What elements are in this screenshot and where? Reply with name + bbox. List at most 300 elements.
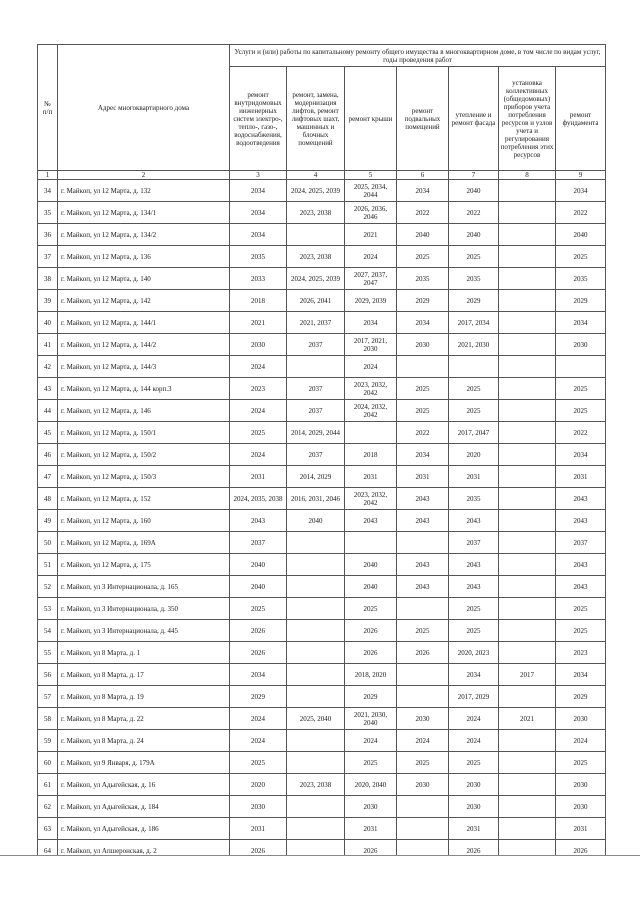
row-number-cell: 37 <box>38 246 58 268</box>
year-cell-c3: 2040 <box>230 554 287 576</box>
year-cell-c9: 2025 <box>556 598 606 620</box>
year-cell-c5: 2025 <box>345 752 397 774</box>
year-cell-c9: 2035 <box>556 268 606 290</box>
year-cell-c8 <box>499 444 556 466</box>
index-cell: 5 <box>345 171 397 180</box>
address-cell: г. Майкоп, ул Апшеронская, д. 2 <box>58 840 230 862</box>
year-cell-c5: 2025 <box>345 598 397 620</box>
row-number-cell: 57 <box>38 686 58 708</box>
address-cell: г. Майкоп, ул 12 Марта, д. 144/3 <box>58 356 230 378</box>
year-cell-c8 <box>499 312 556 334</box>
year-cell-c4 <box>287 642 345 664</box>
address-cell: г. Майкоп, ул 12 Марта, д. 150/1 <box>58 422 230 444</box>
address-cell: г. Майкоп, ул 12 Марта, д. 136 <box>58 246 230 268</box>
year-cell-c3: 2034 <box>230 224 287 246</box>
year-cell-c6: 2043 <box>397 510 449 532</box>
year-cell-c4: 2026, 2041 <box>287 290 345 312</box>
row-number-cell: 47 <box>38 466 58 488</box>
year-cell-c4: 2023, 2038 <box>287 774 345 796</box>
year-cell-c7: 2029 <box>449 290 499 312</box>
address-cell: г. Майкоп, ул 12 Марта, д. 150/3 <box>58 466 230 488</box>
year-cell-c4: 2040 <box>287 510 345 532</box>
year-cell-c5: 2017, 2021, 2030 <box>345 334 397 356</box>
year-cell-c9: 2034 <box>556 444 606 466</box>
year-cell-c9: 2043 <box>556 576 606 598</box>
year-cell-c9: 2029 <box>556 686 606 708</box>
year-cell-c3: 2040 <box>230 576 287 598</box>
year-cell-c6 <box>397 686 449 708</box>
row-number-cell: 46 <box>38 444 58 466</box>
year-cell-c9: 2043 <box>556 554 606 576</box>
year-cell-c5: 2021, 2030, 2040 <box>345 708 397 730</box>
year-cell-c4 <box>287 598 345 620</box>
year-cell-c8 <box>499 642 556 664</box>
year-cell-c5: 2021 <box>345 224 397 246</box>
header-address: Адрес многоквартирного дома <box>58 45 230 171</box>
year-cell-c4 <box>287 576 345 598</box>
address-cell: г. Майкоп, ул 8 Марта, д. 24 <box>58 730 230 752</box>
table-row <box>38 664 606 686</box>
year-cell-c8 <box>499 818 556 840</box>
address-cell: г. Майкоп, ул 12 Марта, д. 142 <box>58 290 230 312</box>
year-cell-c3: 2025 <box>230 752 287 774</box>
address-cell: г. Майкоп, ул 12 Марта, д. 169А <box>58 532 230 554</box>
year-cell-c8 <box>499 686 556 708</box>
address-cell: г. Майкоп, ул 3 Интернационала, д. 445 <box>58 620 230 642</box>
table-row <box>38 598 606 620</box>
year-cell-c7: 2024 <box>449 730 499 752</box>
row-number-cell: 35 <box>38 202 58 224</box>
table-row <box>38 400 606 422</box>
year-cell-c7: 2031 <box>449 818 499 840</box>
year-cell-c6: 2034 <box>397 444 449 466</box>
table-row <box>38 224 606 246</box>
row-number-cell: 59 <box>38 730 58 752</box>
year-cell-c7: 2031 <box>449 466 499 488</box>
row-number-cell: 39 <box>38 290 58 312</box>
year-cell-c8 <box>499 378 556 400</box>
year-cell-c9: 2043 <box>556 488 606 510</box>
year-cell-c4 <box>287 730 345 752</box>
year-cell-c9: 2023 <box>556 642 606 664</box>
year-cell-c3: 2025 <box>230 598 287 620</box>
header-col4: ремонт, замена, модернизация лифтов, ремонт лифтовых шахт, машинных и блочных помещений <box>287 67 345 171</box>
year-cell-c3: 2033 <box>230 268 287 290</box>
year-cell-c8 <box>499 290 556 312</box>
table-row <box>38 510 606 532</box>
address-cell: г. Майкоп, ул 12 Марта, д. 150/2 <box>58 444 230 466</box>
row-number-cell: 56 <box>38 664 58 686</box>
year-cell-c5: 2024 <box>345 356 397 378</box>
year-cell-c4: 2037 <box>287 378 345 400</box>
year-cell-c3: 2023 <box>230 378 287 400</box>
year-cell-c5: 2034 <box>345 312 397 334</box>
row-number-cell: 61 <box>38 774 58 796</box>
year-cell-c6: 2030 <box>397 774 449 796</box>
table-row <box>38 180 606 202</box>
year-cell-c7: 2022 <box>449 202 499 224</box>
year-cell-c8 <box>499 334 556 356</box>
table-row <box>38 576 606 598</box>
year-cell-c9: 2043 <box>556 510 606 532</box>
row-number-cell: 43 <box>38 378 58 400</box>
year-cell-c8 <box>499 532 556 554</box>
address-cell: г. Майкоп, ул 12 Марта, д. 144/1 <box>58 312 230 334</box>
year-cell-c9: 2025 <box>556 620 606 642</box>
year-cell-c4 <box>287 532 345 554</box>
year-cell-c5: 2026 <box>345 620 397 642</box>
address-cell: г. Майкоп, ул 8 Марта, д. 1 <box>58 642 230 664</box>
year-cell-c6 <box>397 532 449 554</box>
year-cell-c3: 2024 <box>230 400 287 422</box>
year-cell-c8 <box>499 202 556 224</box>
table-row <box>38 246 606 268</box>
index-cell: 4 <box>287 171 345 180</box>
year-cell-c8 <box>499 422 556 444</box>
year-cell-c6: 2024 <box>397 730 449 752</box>
year-cell-c8 <box>499 180 556 202</box>
address-cell: г. Майкоп, ул 12 Марта, д. 144/2 <box>58 334 230 356</box>
year-cell-c9: 2030 <box>556 334 606 356</box>
year-cell-c6: 2031 <box>397 466 449 488</box>
table-row <box>38 708 606 730</box>
table-row <box>38 356 606 378</box>
row-number-cell: 40 <box>38 312 58 334</box>
year-cell-c5: 2029 <box>345 686 397 708</box>
year-cell-c6: 2030 <box>397 334 449 356</box>
year-cell-c6 <box>397 818 449 840</box>
table-row <box>38 554 606 576</box>
year-cell-c7 <box>449 356 499 378</box>
year-cell-c6: 2026 <box>397 642 449 664</box>
year-cell-c3: 2037 <box>230 532 287 554</box>
year-cell-c4 <box>287 224 345 246</box>
year-cell-c9: 2025 <box>556 400 606 422</box>
year-cell-c5: 2020, 2040 <box>345 774 397 796</box>
year-cell-c3: 2024 <box>230 444 287 466</box>
year-cell-c5: 2040 <box>345 554 397 576</box>
year-cell-c8: 2017 <box>499 664 556 686</box>
row-number-cell: 45 <box>38 422 58 444</box>
year-cell-c9: 2025 <box>556 752 606 774</box>
year-cell-c3: 2021 <box>230 312 287 334</box>
year-cell-c5: 2024, 2032, 2042 <box>345 400 397 422</box>
row-number-cell: 44 <box>38 400 58 422</box>
year-cell-c8 <box>499 510 556 532</box>
table-row <box>38 532 606 554</box>
row-number-cell: 38 <box>38 268 58 290</box>
year-cell-c6 <box>397 356 449 378</box>
header-number: № п/п <box>38 45 58 171</box>
year-cell-c7: 2020, 2023 <box>449 642 499 664</box>
year-cell-c6: 2022 <box>397 422 449 444</box>
year-cell-c7: 2043 <box>449 510 499 532</box>
year-cell-c3: 2024 <box>230 356 287 378</box>
year-cell-c8 <box>499 466 556 488</box>
year-cell-c5: 2024 <box>345 246 397 268</box>
table-row <box>38 268 606 290</box>
row-number-cell: 58 <box>38 708 58 730</box>
year-cell-c4 <box>287 686 345 708</box>
year-cell-c6: 2025 <box>397 620 449 642</box>
row-number-cell: 48 <box>38 488 58 510</box>
index-cell: 3 <box>230 171 287 180</box>
address-cell: г. Майкоп, ул 9 Января, д. 179А <box>58 752 230 774</box>
year-cell-c8 <box>499 598 556 620</box>
table-row <box>38 488 606 510</box>
address-cell: г. Майкоп, ул 8 Марта, д. 22 <box>58 708 230 730</box>
year-cell-c9: 2031 <box>556 466 606 488</box>
table-row <box>38 444 606 466</box>
header-col7: утепление и ремонт фасада <box>449 67 499 171</box>
year-cell-c4: 2037 <box>287 444 345 466</box>
year-cell-c5: 2026 <box>345 642 397 664</box>
year-cell-c9 <box>556 356 606 378</box>
index-cell: 2 <box>58 171 230 180</box>
year-cell-c7: 2035 <box>449 488 499 510</box>
table-row <box>38 334 606 356</box>
year-cell-c4 <box>287 620 345 642</box>
year-cell-c4: 2023, 2038 <box>287 246 345 268</box>
year-cell-c7: 2017, 2029 <box>449 686 499 708</box>
year-cell-c3: 2030 <box>230 334 287 356</box>
year-cell-c9: 2025 <box>556 246 606 268</box>
year-cell-c6 <box>397 796 449 818</box>
address-cell: г. Майкоп, ул 3 Интернационала, д. 165 <box>58 576 230 598</box>
year-cell-c5: 2018, 2020 <box>345 664 397 686</box>
address-cell: г. Майкоп, ул Адыгейская, д. 186 <box>58 818 230 840</box>
year-cell-c8 <box>499 356 556 378</box>
year-cell-c4: 2021, 2037 <box>287 312 345 334</box>
year-cell-c4: 2037 <box>287 400 345 422</box>
table-row <box>38 752 606 774</box>
year-cell-c6 <box>397 664 449 686</box>
year-cell-c5: 2040 <box>345 576 397 598</box>
header-col8: установка коллективных (общедомовых) приборов учета потребления ресурсов и узлов учета и регулирования потребления этих ресурсов <box>499 67 556 171</box>
year-cell-c3: 2031 <box>230 818 287 840</box>
table-row <box>38 290 606 312</box>
index-cell: 7 <box>449 171 499 180</box>
year-cell-c7: 2026 <box>449 840 499 862</box>
header-col5: ремонт крыши <box>345 67 397 171</box>
year-cell-c3: 2024 <box>230 708 287 730</box>
header-col6: ремонт подвальных помещений <box>397 67 449 171</box>
year-cell-c9: 2034 <box>556 180 606 202</box>
year-cell-c5: 2027, 2037, 2047 <box>345 268 397 290</box>
address-cell: г. Майкоп, ул Адыгейская, д. 184 <box>58 796 230 818</box>
address-cell: г. Майкоп, ул 12 Марта, д. 146 <box>58 400 230 422</box>
year-cell-c8: 2021 <box>499 708 556 730</box>
row-number-cell: 55 <box>38 642 58 664</box>
address-cell: г. Майкоп, ул 12 Марта, д. 132 <box>58 180 230 202</box>
year-cell-c4: 2016, 2031, 2046 <box>287 488 345 510</box>
row-number-cell: 52 <box>38 576 58 598</box>
year-cell-c3: 2034 <box>230 202 287 224</box>
year-cell-c9: 2022 <box>556 422 606 444</box>
year-cell-c5: 2030 <box>345 796 397 818</box>
year-cell-c7: 2017, 2047 <box>449 422 499 444</box>
year-cell-c7: 2037 <box>449 532 499 554</box>
year-cell-c3: 2029 <box>230 686 287 708</box>
row-number-cell: 60 <box>38 752 58 774</box>
year-cell-c5: 2031 <box>345 818 397 840</box>
index-cell: 1 <box>38 171 58 180</box>
page-bottom-blank <box>0 856 640 905</box>
year-cell-c8 <box>499 488 556 510</box>
year-cell-c3: 2035 <box>230 246 287 268</box>
year-cell-c8 <box>499 554 556 576</box>
year-cell-c7: 2025 <box>449 378 499 400</box>
year-cell-c9: 2026 <box>556 840 606 862</box>
year-cell-c7: 2040 <box>449 180 499 202</box>
year-cell-c4: 2023, 2038 <box>287 202 345 224</box>
year-cell-c6: 2043 <box>397 488 449 510</box>
year-cell-c7: 2035 <box>449 268 499 290</box>
year-cell-c8 <box>499 400 556 422</box>
address-cell: г. Майкоп, ул 8 Марта, д. 17 <box>58 664 230 686</box>
year-cell-c7: 2025 <box>449 620 499 642</box>
year-cell-c6: 2034 <box>397 180 449 202</box>
table-row <box>38 796 606 818</box>
year-cell-c4: 2037 <box>287 334 345 356</box>
year-cell-c3: 2030 <box>230 796 287 818</box>
year-cell-c6: 2040 <box>397 224 449 246</box>
year-cell-c6: 2025 <box>397 752 449 774</box>
year-cell-c7: 2030 <box>449 796 499 818</box>
year-cell-c4 <box>287 818 345 840</box>
year-cell-c9: 2024 <box>556 730 606 752</box>
year-cell-c5: 2018 <box>345 444 397 466</box>
address-cell: г. Майкоп, ул 12 Марта, д. 140 <box>58 268 230 290</box>
year-cell-c4 <box>287 356 345 378</box>
year-cell-c3: 2034 <box>230 664 287 686</box>
year-cell-c7: 2021, 2030 <box>449 334 499 356</box>
table-row <box>38 620 606 642</box>
year-cell-c7: 2020 <box>449 444 499 466</box>
row-number-cell: 36 <box>38 224 58 246</box>
year-cell-c6: 2043 <box>397 576 449 598</box>
row-number-cell: 62 <box>38 796 58 818</box>
row-number-cell: 49 <box>38 510 58 532</box>
year-cell-c4: 2025, 2040 <box>287 708 345 730</box>
year-cell-c9: 2030 <box>556 796 606 818</box>
year-cell-c8 <box>499 620 556 642</box>
header-col3: ремонт внутридомовых инженерных систем электро-, тепло-, газо-, водоснабжения, водоотведения <box>230 67 287 171</box>
year-cell-c9: 2034 <box>556 312 606 334</box>
year-cell-c3: 2026 <box>230 620 287 642</box>
table-row <box>38 422 606 444</box>
year-cell-c8 <box>499 268 556 290</box>
year-cell-c5: 2026 <box>345 840 397 862</box>
year-cell-c8 <box>499 224 556 246</box>
table-row <box>38 642 606 664</box>
address-cell: г. Майкоп, ул Адыгейская, д. 16 <box>58 774 230 796</box>
address-cell: г. Майкоп, ул 12 Марта, д. 152 <box>58 488 230 510</box>
year-cell-c7: 2024 <box>449 708 499 730</box>
year-cell-c7: 2017, 2034 <box>449 312 499 334</box>
year-cell-c9: 2031 <box>556 818 606 840</box>
row-number-cell: 50 <box>38 532 58 554</box>
row-number-cell: 63 <box>38 818 58 840</box>
year-cell-c7: 2025 <box>449 752 499 774</box>
year-cell-c3: 2026 <box>230 642 287 664</box>
year-cell-c3: 2026 <box>230 840 287 862</box>
year-cell-c9: 2040 <box>556 224 606 246</box>
year-cell-c4: 2024, 2025, 2039 <box>287 268 345 290</box>
year-cell-c9: 2034 <box>556 664 606 686</box>
header-col9: ремонт фундамента <box>556 67 606 171</box>
year-cell-c6: 2025 <box>397 400 449 422</box>
header-group-title: Услуги и (или) работы по капитальному ремонту общего имущества в многоквартирном доме, в том числе по видам услуг, годы проведения работ <box>230 45 606 67</box>
year-cell-c4 <box>287 796 345 818</box>
year-cell-c5 <box>345 532 397 554</box>
year-cell-c6: 2035 <box>397 268 449 290</box>
address-cell: г. Майкоп, ул 12 Марта, д. 134/1 <box>58 202 230 224</box>
year-cell-c4: 2014, 2029 <box>287 466 345 488</box>
year-cell-c3: 2024 <box>230 730 287 752</box>
year-cell-c7: 2025 <box>449 598 499 620</box>
table-row <box>38 730 606 752</box>
year-cell-c5: 2023, 2032, 2042 <box>345 378 397 400</box>
year-cell-c9: 2030 <box>556 774 606 796</box>
table-row <box>38 686 606 708</box>
row-number-cell: 64 <box>38 840 58 862</box>
row-number-cell: 51 <box>38 554 58 576</box>
year-cell-c6: 2034 <box>397 312 449 334</box>
year-cell-c8 <box>499 774 556 796</box>
index-cell: 6 <box>397 171 449 180</box>
address-cell: г. Майкоп, ул 12 Марта, д. 175 <box>58 554 230 576</box>
year-cell-c7: 2034 <box>449 664 499 686</box>
year-cell-c7: 2025 <box>449 246 499 268</box>
address-cell: г. Майкоп, ул 3 Интернационала, д. 350 <box>58 598 230 620</box>
year-cell-c4 <box>287 664 345 686</box>
year-cell-c8 <box>499 752 556 774</box>
table-row <box>38 378 606 400</box>
year-cell-c5: 2023, 2032, 2042 <box>345 488 397 510</box>
year-cell-c9: 2025 <box>556 378 606 400</box>
row-number-cell: 41 <box>38 334 58 356</box>
table-row <box>38 202 606 224</box>
index-cell: 8 <box>499 171 556 180</box>
year-cell-c5 <box>345 422 397 444</box>
year-cell-c6: 2025 <box>397 378 449 400</box>
year-cell-c5: 2031 <box>345 466 397 488</box>
address-cell: г. Майкоп, ул 12 Марта, д. 134/2 <box>58 224 230 246</box>
year-cell-c3: 2043 <box>230 510 287 532</box>
year-cell-c4 <box>287 554 345 576</box>
year-cell-c4 <box>287 752 345 774</box>
year-cell-c6 <box>397 598 449 620</box>
year-cell-c3: 2020 <box>230 774 287 796</box>
year-cell-c9: 2030 <box>556 708 606 730</box>
repair-schedule-table <box>37 44 606 884</box>
year-cell-c4: 2024, 2025, 2039 <box>287 180 345 202</box>
year-cell-c6: 2025 <box>397 246 449 268</box>
index-cell: 9 <box>556 171 606 180</box>
year-cell-c6: 2022 <box>397 202 449 224</box>
row-number-cell: 42 <box>38 356 58 378</box>
year-cell-c3: 2034 <box>230 180 287 202</box>
year-cell-c5: 2043 <box>345 510 397 532</box>
year-cell-c3: 2024, 2035, 2038 <box>230 488 287 510</box>
year-cell-c9: 2022 <box>556 202 606 224</box>
year-cell-c7: 2030 <box>449 774 499 796</box>
table-row <box>38 312 606 334</box>
address-cell: г. Майкоп, ул 12 Марта, д. 144 корп.3 <box>58 378 230 400</box>
year-cell-c7: 2040 <box>449 224 499 246</box>
row-number-cell: 54 <box>38 620 58 642</box>
